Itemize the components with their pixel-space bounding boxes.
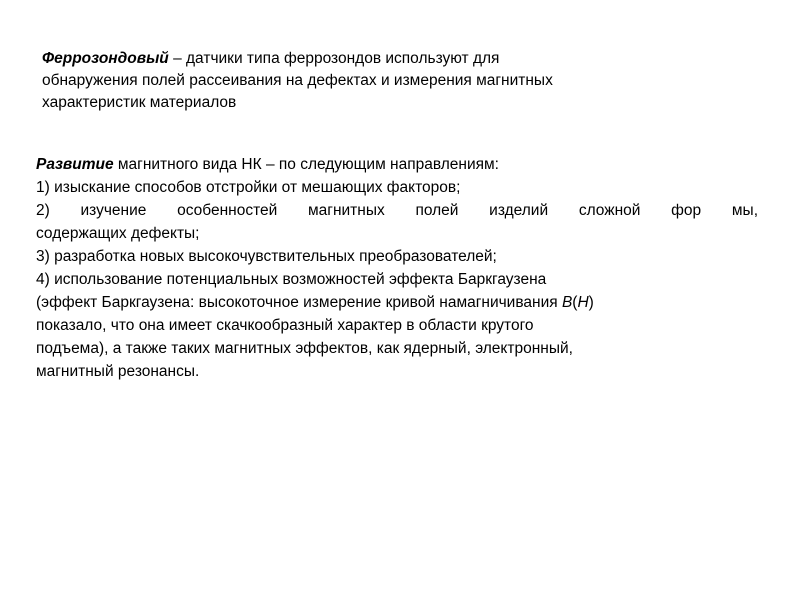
symbol-h: H (577, 294, 589, 311)
development-paragraph (36, 153, 758, 383)
ferroprobe-line-2: обнаружения полей рассеивания на дефектах и измерения магнитных (42, 72, 553, 89)
ferroprobe-term: Феррозондовый (42, 50, 169, 67)
ferroprobe-line-3: характеристик материалов (42, 94, 237, 111)
list-item-3: 3) разработка новых высокочувствительных преобразователей; (36, 248, 497, 265)
list-item-4-line-3: показало, что она имеет скачкообразный характер в области крутого (36, 317, 534, 334)
development-intro-line (36, 153, 758, 176)
development-intro: магнитного вида НК – по следующим направлениям: (113, 156, 499, 173)
list-item-1: 1) изыскание способов отстройки от мешающих факторов; (36, 179, 461, 196)
list-item-4-line-2 (36, 291, 758, 314)
paren-close: ) (588, 294, 594, 311)
ferroprobe-text: – датчики типа феррозондов используют для (168, 50, 500, 67)
list-item-4-line-4: подъема), а также таких магнитных эффектов, как ядерный, электронный, (36, 340, 573, 357)
list-item-4-line-5: магнитный резонансы. (36, 363, 200, 380)
list-item-4-line-2-text: (эффект Баркгаузена: высокоточное измерение кривой намагничивания (36, 294, 562, 311)
list-item-2-line-1: 2) изучение особенностей магнитных полей изделий сложной фор мы, (36, 202, 758, 219)
list-item-2-line-2: содержащих дефекты; (36, 225, 200, 242)
symbol-b: B (561, 294, 573, 311)
paren-open: ( (572, 294, 578, 311)
ferroprobe-paragraph (42, 48, 702, 114)
list-item-4-line-1: 4) использование потенциальных возможностей эффекта Баркгаузена (36, 271, 547, 288)
development-term: Развитие (36, 156, 114, 173)
